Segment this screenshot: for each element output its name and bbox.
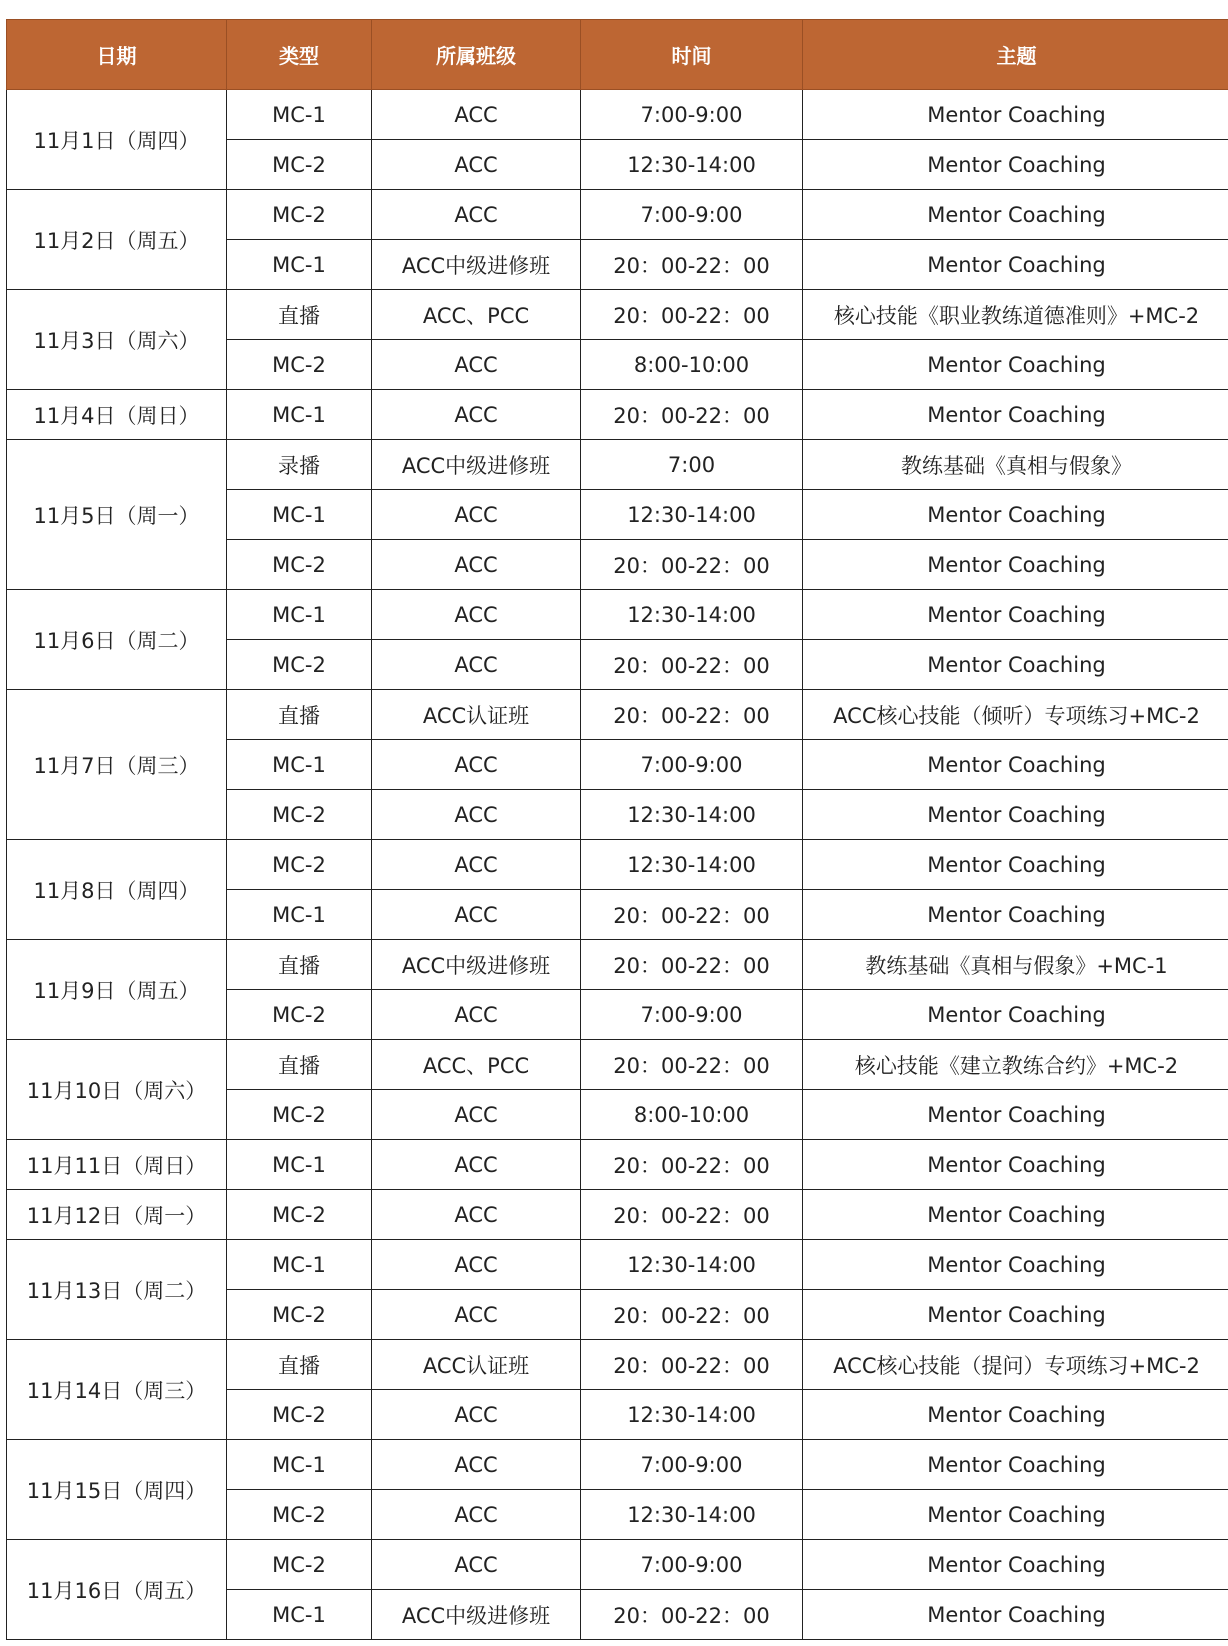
topic-cell: Mentor Coaching [803, 990, 1228, 1040]
date-cell: 11月5日（周一） [7, 440, 227, 590]
time-cell: 20：00-22：00 [581, 1590, 803, 1640]
class-cell: ACC [372, 1190, 581, 1240]
topic-cell: Mentor Coaching [803, 540, 1228, 590]
type-cell: MC-1 [227, 890, 372, 940]
class-cell: ACC [372, 790, 581, 840]
class-cell: ACC [372, 1540, 581, 1590]
time-cell: 20：00-22：00 [581, 890, 803, 940]
topic-cell: Mentor Coaching [803, 340, 1228, 390]
topic-cell: Mentor Coaching [803, 840, 1228, 890]
time-cell: 12:30-14:00 [581, 1390, 803, 1440]
class-cell: ACC [372, 1290, 581, 1340]
type-cell: MC-2 [227, 540, 372, 590]
class-cell: ACC [372, 140, 581, 190]
date-cell: 11月6日（周二） [7, 590, 227, 690]
date-cell: 11月7日（周三） [7, 690, 227, 840]
class-cell: ACC [372, 1090, 581, 1140]
type-cell: 直播 [227, 940, 372, 990]
date-cell: 11月16日（周五） [7, 1540, 227, 1640]
class-cell: ACC中级进修班 [372, 240, 581, 290]
time-cell: 20：00-22：00 [581, 640, 803, 690]
table-row [7, 1240, 1228, 1290]
header-type: 类型 [227, 20, 372, 90]
header-date: 日期 [7, 20, 227, 90]
time-cell: 12:30-14:00 [581, 140, 803, 190]
type-cell: MC-2 [227, 840, 372, 890]
type-cell: MC-1 [227, 90, 372, 140]
topic-cell: Mentor Coaching [803, 140, 1228, 190]
topic-cell: Mentor Coaching [803, 890, 1228, 940]
date-cell: 11月8日（周四） [7, 840, 227, 940]
type-cell: MC-1 [227, 1440, 372, 1490]
type-cell: MC-1 [227, 390, 372, 440]
class-cell: ACC [372, 890, 581, 940]
table-row [7, 390, 1228, 440]
table-row [7, 1190, 1228, 1240]
time-cell: 20：00-22：00 [581, 690, 803, 740]
topic-cell: Mentor Coaching [803, 190, 1228, 240]
topic-cell: Mentor Coaching [803, 240, 1228, 290]
time-cell: 20：00-22：00 [581, 1040, 803, 1090]
date-cell: 11月3日（周六） [7, 290, 227, 390]
table-row [7, 1040, 1228, 1090]
class-cell: ACC、PCC [372, 1040, 581, 1090]
type-cell: MC-2 [227, 1540, 372, 1590]
time-cell: 12:30-14:00 [581, 840, 803, 890]
date-cell: 11月10日（周六） [7, 1040, 227, 1140]
topic-cell: Mentor Coaching [803, 90, 1228, 140]
topic-cell: Mentor Coaching [803, 740, 1228, 790]
class-cell: ACC中级进修班 [372, 940, 581, 990]
type-cell: MC-2 [227, 1190, 372, 1240]
type-cell: MC-1 [227, 240, 372, 290]
topic-cell: ACC核心技能（提问）专项练习+MC-2 [803, 1340, 1228, 1390]
class-cell: ACC [372, 490, 581, 540]
time-cell: 7:00-9:00 [581, 190, 803, 240]
time-cell: 7:00-9:00 [581, 1440, 803, 1490]
table-row [7, 940, 1228, 990]
table-header [7, 20, 1228, 90]
date-cell: 11月2日（周五） [7, 190, 227, 290]
type-cell: 录播 [227, 440, 372, 490]
topic-cell: Mentor Coaching [803, 1540, 1228, 1590]
topic-cell: Mentor Coaching [803, 1090, 1228, 1140]
type-cell: MC-1 [227, 490, 372, 540]
class-cell: ACC [372, 840, 581, 890]
time-cell: 7:00-9:00 [581, 990, 803, 1040]
topic-cell: ACC核心技能（倾听）专项练习+MC-2 [803, 690, 1228, 740]
header-time: 时间 [581, 20, 803, 90]
topic-cell: Mentor Coaching [803, 1490, 1228, 1540]
topic-cell: Mentor Coaching [803, 390, 1228, 440]
date-cell: 11月13日（周二） [7, 1240, 227, 1340]
date-cell: 11月12日（周一） [7, 1190, 227, 1240]
type-cell: MC-2 [227, 1490, 372, 1540]
class-cell: ACC [372, 740, 581, 790]
time-cell: 20：00-22：00 [581, 1190, 803, 1240]
table-row [7, 190, 1228, 240]
class-cell: ACC [372, 640, 581, 690]
table-row [7, 690, 1228, 740]
header-class: 所属班级 [372, 20, 581, 90]
date-cell: 11月4日（周日） [7, 390, 227, 440]
table-row [7, 1140, 1228, 1190]
type-cell: MC-2 [227, 340, 372, 390]
time-cell: 12:30-14:00 [581, 1490, 803, 1540]
time-cell: 20：00-22：00 [581, 390, 803, 440]
topic-cell: Mentor Coaching [803, 1140, 1228, 1190]
time-cell: 20：00-22：00 [581, 940, 803, 990]
type-cell: MC-1 [227, 740, 372, 790]
type-cell: MC-1 [227, 1240, 372, 1290]
type-cell: MC-2 [227, 790, 372, 840]
class-cell: ACC [372, 1240, 581, 1290]
table-row [7, 590, 1228, 640]
topic-cell: Mentor Coaching [803, 1290, 1228, 1340]
type-cell: MC-2 [227, 140, 372, 190]
class-cell: ACC [372, 1390, 581, 1440]
time-cell: 7:00 [581, 440, 803, 490]
date-cell: 11月9日（周五） [7, 940, 227, 1040]
topic-cell: Mentor Coaching [803, 1390, 1228, 1440]
type-cell: MC-2 [227, 1290, 372, 1340]
time-cell: 7:00-9:00 [581, 90, 803, 140]
class-cell: ACC [372, 1440, 581, 1490]
topic-cell: Mentor Coaching [803, 1590, 1228, 1640]
time-cell: 7:00-9:00 [581, 740, 803, 790]
class-cell: ACC [372, 1490, 581, 1540]
header-row [7, 20, 1228, 90]
time-cell: 12:30-14:00 [581, 490, 803, 540]
topic-cell: Mentor Coaching [803, 590, 1228, 640]
class-cell: ACC [372, 340, 581, 390]
topic-cell: 教练基础《真相与假象》+MC-1 [803, 940, 1228, 990]
class-cell: ACC认证班 [372, 1340, 581, 1390]
date-cell: 11月14日（周三） [7, 1340, 227, 1440]
time-cell: 20：00-22：00 [581, 290, 803, 340]
type-cell: 直播 [227, 1040, 372, 1090]
time-cell: 20：00-22：00 [581, 1140, 803, 1190]
time-cell: 20：00-22：00 [581, 540, 803, 590]
type-cell: MC-2 [227, 1390, 372, 1440]
time-cell: 20：00-22：00 [581, 1290, 803, 1340]
topic-cell: Mentor Coaching [803, 1190, 1228, 1240]
time-cell: 8:00-10:00 [581, 340, 803, 390]
topic-cell: Mentor Coaching [803, 490, 1228, 540]
type-cell: MC-1 [227, 1590, 372, 1640]
class-cell: ACC [372, 590, 581, 640]
time-cell: 20：00-22：00 [581, 240, 803, 290]
class-cell: ACC [372, 390, 581, 440]
table-row [7, 290, 1228, 340]
class-cell: ACC [372, 90, 581, 140]
table-row [7, 1540, 1228, 1590]
time-cell: 12:30-14:00 [581, 1240, 803, 1290]
class-cell: ACC [372, 1140, 581, 1190]
time-cell: 7:00-9:00 [581, 1540, 803, 1590]
topic-cell: Mentor Coaching [803, 1440, 1228, 1490]
type-cell: 直播 [227, 690, 372, 740]
class-cell: ACC [372, 190, 581, 240]
table-body [7, 90, 1228, 1640]
time-cell: 12:30-14:00 [581, 590, 803, 640]
class-cell: ACC [372, 990, 581, 1040]
topic-cell: Mentor Coaching [803, 640, 1228, 690]
type-cell: MC-2 [227, 1090, 372, 1140]
date-cell: 11月15日（周四） [7, 1440, 227, 1540]
type-cell: MC-2 [227, 190, 372, 240]
type-cell: MC-2 [227, 990, 372, 1040]
time-cell: 8:00-10:00 [581, 1090, 803, 1140]
topic-cell: 核心技能《职业教练道德准则》+MC-2 [803, 290, 1228, 340]
class-cell: ACC [372, 540, 581, 590]
schedule-table-wrapper [6, 19, 1228, 1640]
topic-cell: Mentor Coaching [803, 1240, 1228, 1290]
table-row [7, 1340, 1228, 1390]
topic-cell: 核心技能《建立教练合约》+MC-2 [803, 1040, 1228, 1090]
class-cell: ACC、PCC [372, 290, 581, 340]
topic-cell: 教练基础《真相与假象》 [803, 440, 1228, 490]
class-cell: ACC认证班 [372, 690, 581, 740]
time-cell: 20：00-22：00 [581, 1340, 803, 1390]
type-cell: 直播 [227, 290, 372, 340]
header-topic: 主题 [803, 20, 1228, 90]
type-cell: MC-2 [227, 640, 372, 690]
type-cell: MC-1 [227, 1140, 372, 1190]
table-row [7, 90, 1228, 140]
table-row [7, 840, 1228, 890]
date-cell: 11月1日（周四） [7, 90, 227, 190]
type-cell: 直播 [227, 1340, 372, 1390]
topic-cell: Mentor Coaching [803, 790, 1228, 840]
time-cell: 12:30-14:00 [581, 790, 803, 840]
type-cell: MC-1 [227, 590, 372, 640]
class-cell: ACC中级进修班 [372, 1590, 581, 1640]
date-cell: 11月11日（周日） [7, 1140, 227, 1190]
table-row [7, 1440, 1228, 1490]
schedule-table [6, 19, 1228, 1640]
table-row [7, 440, 1228, 490]
class-cell: ACC中级进修班 [372, 440, 581, 490]
